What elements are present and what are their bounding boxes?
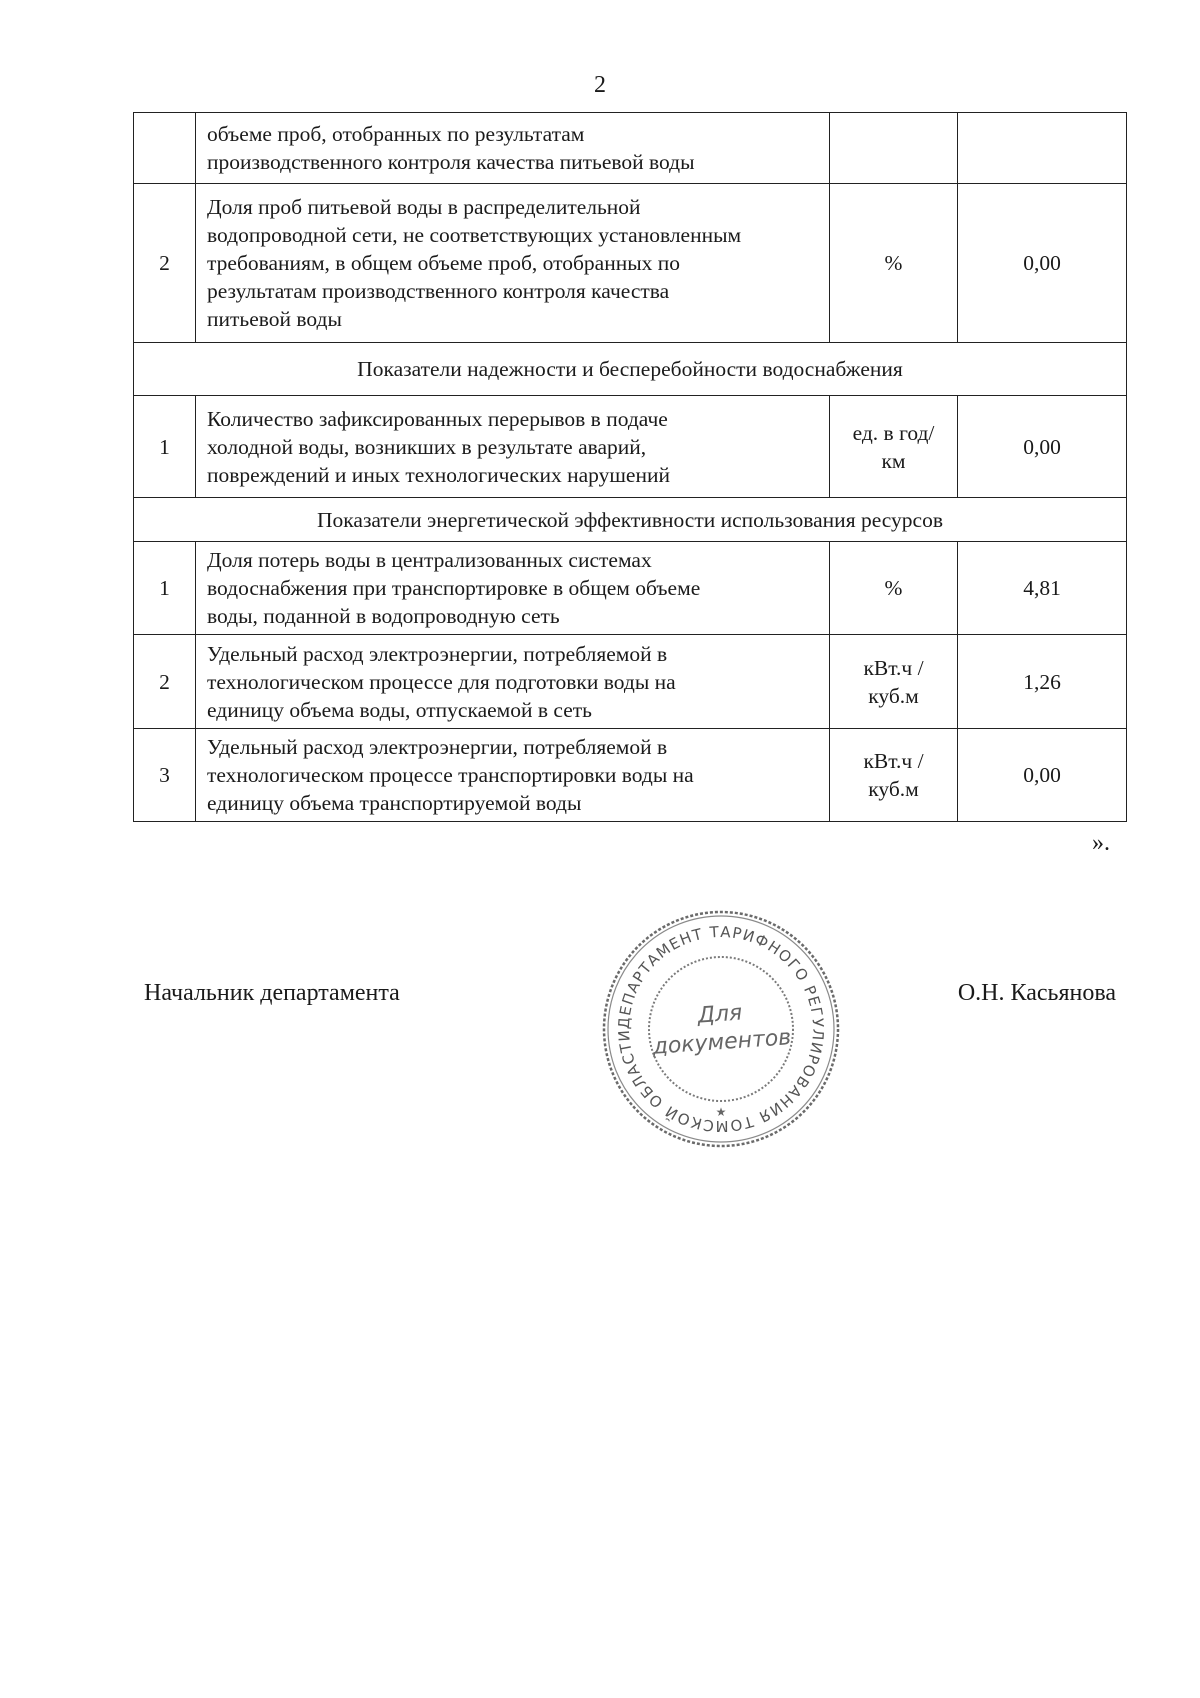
stamp-ring-text: ДЕПАРТАМЕНТ ТАРИФНОГО РЕГУЛИРОВАНИЯ ТОМСКОЙ ОБЛАСТИ	[614, 922, 828, 1136]
indicator-description	[196, 184, 830, 343]
row-number: 3	[134, 729, 196, 822]
page-number: 2	[594, 72, 606, 98]
indicator-description	[196, 542, 830, 635]
stamp-center-line2: документов	[651, 1025, 793, 1060]
description-line: производственного контроля качества питьевой воды	[207, 150, 695, 174]
row-number: 2	[134, 635, 196, 729]
unit-line: кВт.ч /	[863, 749, 924, 773]
description-line: воды, поданной в водопроводную сеть	[207, 604, 560, 628]
table-row	[134, 542, 1127, 635]
description-line: Доля проб питьевой воды в распределительной	[207, 195, 641, 219]
description-line: водопроводной сети, не соответствующих установленным	[207, 223, 742, 247]
closing-quote: ».	[1092, 830, 1110, 856]
stamp-star-icon: ★	[715, 1105, 727, 1119]
indicator-value: 0,00	[958, 184, 1127, 343]
unit-of-measure	[830, 635, 958, 729]
description-line: единицу объема транспортируемой воды	[207, 791, 582, 815]
unit-of-measure	[830, 542, 958, 635]
description-line: требованиям, в общем объеме проб, отобранных по	[207, 251, 681, 275]
description-line: холодной воды, возникших в результате аварий,	[207, 434, 647, 459]
indicator-description	[196, 635, 830, 729]
description-line: водоснабжения при транспортировке в общем объеме	[207, 576, 701, 600]
row-number	[134, 113, 196, 184]
table-row	[134, 184, 1127, 343]
description-line: единицу объема воды, отпускаемой в сеть	[207, 697, 592, 722]
row-number: 1	[134, 542, 196, 635]
stamp-center-line1: Для	[696, 1000, 744, 1029]
indicator-value: 4,81	[958, 542, 1127, 635]
description-line: Доля потерь воды в централизованных системах	[207, 548, 652, 572]
indicator-description	[196, 113, 830, 184]
description-line: повреждений и иных технологических нарушений	[207, 462, 670, 487]
section-header-row	[134, 343, 1127, 396]
unit-of-measure	[830, 396, 958, 498]
indicator-value: 0,00	[958, 396, 1127, 498]
indicators-table	[133, 112, 1127, 822]
signer-name: О.Н. Касьянова	[957, 980, 1116, 1006]
table-row	[134, 729, 1127, 822]
description-line: результатам производственного контроля качества	[207, 279, 670, 303]
description-line: Удельный расход электроэнергии, потребляемой в	[207, 735, 668, 759]
unit-line: %	[884, 576, 903, 600]
indicator-value: 0,00	[958, 729, 1127, 822]
unit-line: куб.м	[868, 777, 919, 801]
description-line: Удельный расход электроэнергии, потребляемой в	[207, 641, 668, 666]
unit-line: кВт.ч /	[863, 655, 924, 680]
description-line: Количество зафиксированных перерывов в подаче	[207, 406, 668, 431]
signer-title: Начальник департамента	[144, 980, 400, 1006]
section-header-row	[134, 498, 1127, 542]
table-row	[134, 396, 1127, 498]
description-line: технологическом процессе транспортировки воды на	[207, 763, 694, 787]
table-row	[134, 635, 1127, 729]
row-number: 2	[134, 184, 196, 343]
indicator-value: 1,26	[958, 635, 1127, 729]
indicator-description	[196, 396, 830, 498]
unit-line: куб.м	[868, 683, 919, 708]
unit-of-measure	[830, 184, 958, 343]
unit-of-measure	[830, 113, 958, 184]
indicator-description	[196, 729, 830, 822]
table-row	[134, 113, 1127, 184]
stamp-seal-graphic	[600, 908, 842, 1150]
description-line: технологическом процессе для подготовки воды на	[207, 669, 676, 694]
description-line: объеме проб, отобранных по результатам	[207, 122, 585, 146]
description-line: питьевой воды	[207, 307, 342, 331]
row-number: 1	[134, 396, 196, 498]
unit-line: км	[881, 448, 906, 473]
unit-line: %	[884, 251, 903, 275]
unit-of-measure	[830, 729, 958, 822]
unit-line: ед. в год/	[852, 420, 935, 445]
section-header: Показатели энергетической эффективности использования ресурсов	[134, 498, 1127, 542]
official-stamp	[600, 908, 842, 1150]
indicator-value	[958, 113, 1127, 184]
section-header: Показатели надежности и бесперебойности водоснабжения	[134, 343, 1127, 396]
